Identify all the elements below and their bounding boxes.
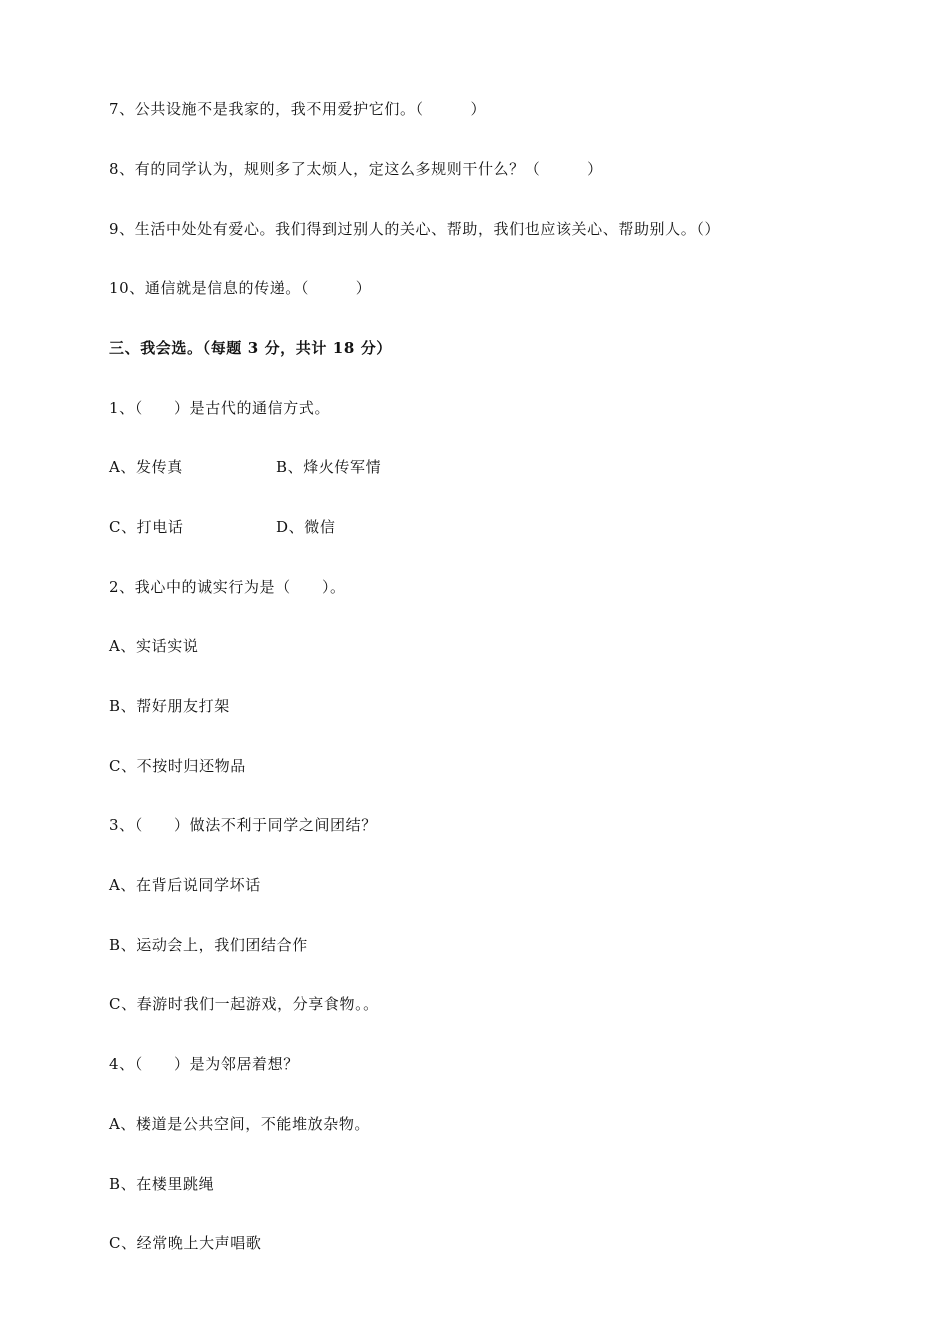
question-3-option-b: B、运动会上，我们团结合作 (109, 936, 308, 954)
question-3-option-a: A、在背后说同学坏话 (109, 876, 261, 894)
question-2-option-b: B、帮好朋友打架 (109, 697, 230, 715)
section-heading-choice: 三、我会选。（每题 3 分，共计 18 分） (109, 339, 392, 357)
judge-item-7: 7、公共设施不是我家的，我不用爱护它们。（ ） (109, 100, 487, 118)
question-4-option-a: A、楼道是公共空间，不能堆放杂物。 (109, 1115, 371, 1133)
question-3-option-c: C、春游时我们一起游戏，分享食物。。 (109, 995, 379, 1013)
question-1-option-d: D、微信 (276, 518, 336, 536)
judge-item-10: 10、通信就是信息的传递。（ ） (109, 279, 372, 297)
question-2-option-c: C、不按时归还物品 (109, 757, 246, 775)
judge-item-8: 8、有的同学认为，规则多了太烦人，定这么多规则干什么？（ ） (109, 160, 603, 178)
question-1-option-b: B、烽火传军情 (276, 458, 382, 476)
judge-item-9: 9、生活中处处有爱心。我们得到过别人的关心、帮助，我们也应该关心、帮助别人。（） (109, 220, 721, 238)
question-1-option-c: C、打电话 (109, 518, 184, 536)
question-2-stem: 2、我心中的诚实行为是（ ）。 (109, 578, 346, 596)
question-2-option-a: A、实话实说 (109, 637, 199, 655)
question-4-option-c: C、经常晚上大声唱歌 (109, 1234, 262, 1252)
question-4-option-b: B、在楼里跳绳 (109, 1175, 215, 1193)
question-4-stem: 4、（ ）是为邻居着想？ (109, 1055, 299, 1073)
question-3-stem: 3、（ ）做法不利于同学之间团结？ (109, 816, 377, 834)
question-1-stem: 1、（ ）是古代的通信方式。 (109, 399, 331, 417)
question-1-option-a: A、发传真 (109, 458, 183, 476)
